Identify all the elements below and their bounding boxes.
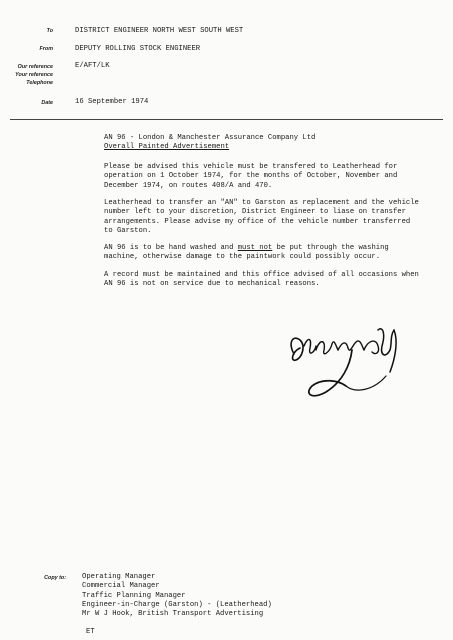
telephone-label: Telephone <box>26 80 53 86</box>
paragraph-3-emphasis: must not <box>237 244 273 252</box>
subject <box>104 134 315 153</box>
our-reference-label: Our reference <box>17 64 53 70</box>
typist-reference: ET <box>86 628 95 636</box>
copy-recipient: Engineer-in-Charge (Garston) - (Leatherhead) <box>82 600 272 609</box>
subject-line-1: AN 96 - London & Manchester Assurance Company Ltd <box>104 134 316 142</box>
copy-to-label: Copy to: <box>44 575 66 581</box>
copy-recipient: Commercial Manager <box>82 582 160 591</box>
paragraph-3-end: be put through the washing machine, otherwise damage to the paintwork could possibly occur. <box>104 244 389 262</box>
paragraph-3-start: AN 96 is to be hand washed and <box>104 244 238 252</box>
paragraph-4: A record must be maintained and this office advised of all occasions when AN 96 is not on service due to mechanical reasons. <box>104 271 419 289</box>
date-value: 16 September 1974 <box>75 98 149 106</box>
from-value: DEPUTY ROLLING STOCK ENGINEER <box>75 45 201 53</box>
paragraph-1: Please be advised this vehicle must be transfered to Leatherhead for operation on 1 October 1974, for the months of October, November and December 1974, on routes 408/A and 470. <box>104 163 398 190</box>
header-divider <box>10 119 443 120</box>
subject-line-2: Overall Painted Advertisement <box>104 143 230 152</box>
to-value: DISTRICT ENGINEER NORTH WEST SOUTH WEST <box>75 27 244 35</box>
date-label: Date <box>41 100 53 106</box>
copy-to-list <box>82 573 272 619</box>
our-reference-value: E/AFT/LK <box>75 62 110 70</box>
copy-recipient: Operating Manager <box>82 573 156 581</box>
from-label: From <box>39 46 53 52</box>
paragraph-3 <box>104 244 422 263</box>
paragraph-2: Leatherhead to transfer an "AN" to Garston as replacement and the vehicle number left to your discretion, District Engineer to liase on transfer arrangements. Please advise my office of the vehicle number transferred to Garston. <box>104 199 419 235</box>
your-reference-label: Your reference <box>15 72 53 78</box>
copy-recipient: Traffic Planning Manager <box>82 591 186 600</box>
handwritten-signature <box>286 316 410 408</box>
copy-recipient: Mr W J Hook, British Transport Advertising <box>82 610 264 619</box>
to-label: To <box>46 28 53 34</box>
